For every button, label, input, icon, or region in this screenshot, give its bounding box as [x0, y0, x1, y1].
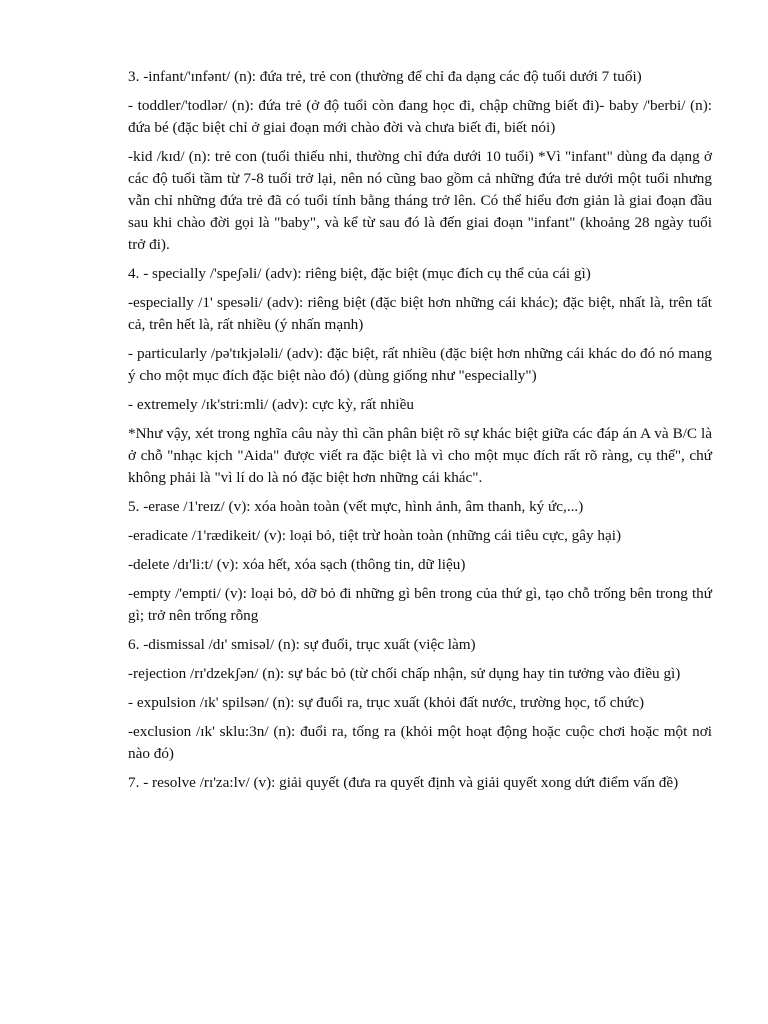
- paragraph-eradicate: -eradicate /1'rædikeit/ (v): loại bỏ, tiệt trừ hoàn toàn (những cái tiêu cực, gây hại): [128, 527, 622, 544]
- paragraph-erase: 5. -erase /1'reɪz/ (v): xóa hoàn toàn (vết mực, hình ảnh, âm thanh, ký ức,...): [128, 498, 584, 515]
- paragraph-particularly: - particularly /pə'tɪkjələli/ (adv): đặc biệt, rất nhiều (đặc biệt hơn những cái khác do đó nó mang ý cho một mục đích đặc biệt nào đó) (dùng giống như "especially"): [128, 345, 712, 384]
- paragraph-note-answer: *Như vậy, xét trong nghĩa câu này thì cần phân biệt rõ sự khác biệt giữa các đáp án A và B/C là ở chỗ "nhạc kịch "Aida" được viết ra đặc biệt là vì cho một mục đích rất rõ ràng, cụ thể", chứ không phải là "vì lí do là nó đặc biệt hơn những cái khác".: [128, 425, 712, 486]
- paragraph-kid: -kid /kɪd/ (n): trẻ con (tuổi thiếu nhi, thường chỉ đứa dưới 10 tuổi) *Vì "infant" dùng đa dạng ở các độ tuổi tầm từ 7-8 tuổi trở lại, nên nó cũng bao gồm cả những đứa trẻ dưới một tuổi nhưng vẫn chỉ những đứa trẻ đã có tuổi tính bằng tháng trở lên. Có thể hiểu đơn giản là giai đoạn đầu sau khi chào đời gọi là "baby", và kể từ sau đó là đến giai đoạn "infant" (khoảng 28 ngày tuổi trở đi).: [128, 148, 712, 253]
- paragraph-exclusion: -exclusion /ɪk' sklu:3n/ (n): đuổi ra, tống ra (khỏi một hoạt động hoặc cuộc chơi hoặc một nơi nào đó): [128, 723, 712, 762]
- paragraph-delete: -delete /dɪ'li:t/ (v): xóa hết, xóa sạch (thông tin, dữ liệu): [128, 556, 466, 573]
- paragraph-extremely: - extremely /ɪk'stri:mli/ (adv): cực kỳ, rất nhiều: [128, 396, 414, 413]
- paragraph-infant: 3. -infant/'ɪnfənt/ (n): đứa trẻ, trẻ con (thường để chỉ đa dạng các độ tuổi dưới 7 tuổi): [128, 68, 642, 85]
- paragraph-empty: -empty /'empti/ (v): loại bỏ, dỡ bỏ đi những gì bên trong của thứ gì, tạo chỗ trống bên trong thứ gì; trở nên trống rỗng: [128, 585, 712, 624]
- paragraph-toddler-baby: - toddler/'todlər/ (n): đứa trẻ (ở độ tuổi còn đang học đi, chập chững biết đi)- baby /'berbi/ (n): đứa bé (đặc biệt chỉ ở giai đoạn mới chào đời và chưa biết đi, biết nói): [128, 97, 712, 136]
- paragraph-rejection: -rejection /rɪ'dzekʃən/ (n): sự bác bỏ (từ chối chấp nhận, sử dụng hay tin tưởng vào điều gì): [128, 665, 681, 682]
- paragraph-dismissal: 6. -dismissal /dɪ' smisəl/ (n): sự đuổi, trục xuất (việc làm): [128, 636, 476, 653]
- document-body: [128, 66, 712, 801]
- paragraph-specially: 4. - specially /'speʃəli/ (adv): riêng biệt, đặc biệt (mục đích cụ thể của cái gì): [128, 265, 591, 282]
- paragraph-expulsion: - expulsion /ɪk' spilsən/ (n): sự đuổi ra, trục xuất (khỏi đất nước, trường học, tổ chức): [128, 694, 645, 711]
- paragraph-especially: -especially /1' spesəli/ (adv): riêng biệt (đặc biệt hơn những cái khác); đặc biệt, nhất là, trên tất cả, trên hết là, rất nhiều (ý nhấn mạnh): [128, 294, 712, 333]
- paragraph-resolve: 7. - resolve /rɪ'za:lv/ (v): giải quyết (đưa ra quyết định và giải quyết xong dứt điểm vấn đề): [128, 774, 679, 791]
